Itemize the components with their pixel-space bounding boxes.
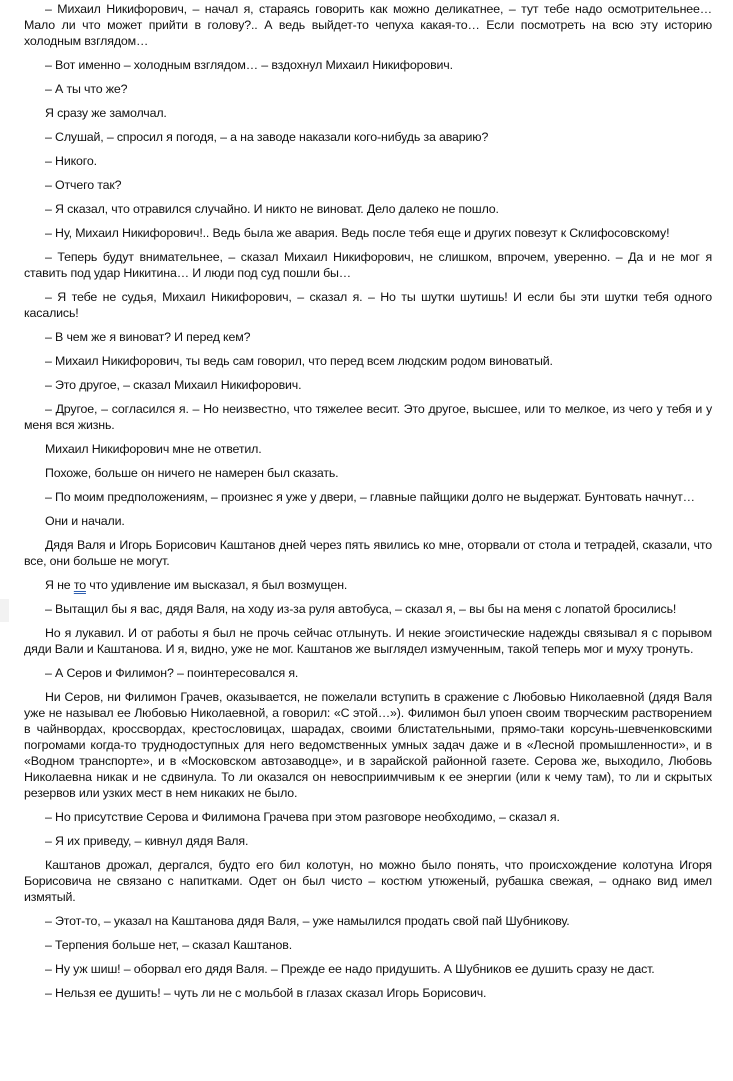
margin-marker bbox=[0, 599, 9, 622]
paragraph: – Слушай, – спросил я погодя, – а на заводе наказали кого-нибудь за аварию? bbox=[45, 130, 489, 144]
paragraph: – Отчего так? bbox=[45, 178, 122, 192]
paragraph: – Я сказал, что отравился случайно. И никто не виноват. Дело далеко не пошло. bbox=[45, 202, 499, 216]
text-run: что удивление им высказал, я был возмущен. bbox=[85, 578, 348, 592]
paragraph: – Но присутствие Серова и Филимона Грачева при этом разговоре необходимо, – сказал я. bbox=[45, 810, 560, 824]
paragraph: Они и начали. bbox=[45, 514, 125, 528]
paragraph: – Вот именно – холодным взглядом… – вздохнул Михаил Никифорович. bbox=[45, 58, 453, 72]
grammar-flagged-word[interactable]: то bbox=[73, 578, 86, 592]
paragraph-flagged bbox=[24, 577, 712, 593]
paragraph: – В чем же я виноват? И перед кем? bbox=[45, 330, 251, 344]
paragraph: – Я их приведу, – кивнул дядя Валя. bbox=[45, 834, 249, 848]
paragraph: – Нельзя ее душить! – чуть ли не с мольбой в глазах сказал Игорь Борисович. bbox=[45, 986, 487, 1000]
paragraph: – Терпения больше нет, – сказал Каштанов. bbox=[45, 938, 292, 952]
paragraph: – Другое, – согласился я. – Но неизвестно, что тяжелее весит. Это другое, высшее, или то мелкое, из чего у тебя и у меня вся жизнь. bbox=[24, 402, 712, 432]
paragraph: – Этот-то, – указал на Каштанова дядя Валя, – уже намылился продать свой пай Шубникову. bbox=[45, 914, 570, 928]
paragraph: – А ты что же? bbox=[45, 82, 128, 96]
text-run: Я не bbox=[45, 578, 74, 592]
paragraph: – Ну уж шиш! – оборвал его дядя Валя. – Прежде ее надо придушить. А Шубников ее душить сразу не даст. bbox=[45, 962, 655, 976]
paragraph: – Михаил Никифорович, – начал я, стараясь говорить как можно деликатнее, – тут тебе надо осмотрительнее… Мало ли что может прийти в голову?.. А ведь выйдет-то чепуха какая-то… Если посмотреть на всю эту историю холодным взглядом… bbox=[24, 2, 712, 48]
paragraph: Каштанов дрожал, дергался, будто его бил колотун, но можно было понять, что происхождение колотуна Игоря Борисовича не связано с напитками. Одет он был чисто – костюм утюженый, рубашка свежая, – однако вид имел измятый. bbox=[24, 858, 712, 904]
paragraph: Дядя Валя и Игорь Борисович Каштанов дней через пять явились ко мне, оторвали от стола и тетрадей, сказали, что все, они больше не могут. bbox=[24, 538, 712, 568]
paragraph: Я сразу же замолчал. bbox=[45, 106, 167, 120]
paragraph: – А Серов и Филимон? – поинтересовался я. bbox=[45, 666, 299, 680]
paragraph: – Теперь будут внимательнее, – сказал Михаил Никифорович, не слишком, впрочем, уверенно. – Да и не мог я ставить под удар Никитина… И люди под суд пошли бы… bbox=[24, 250, 712, 280]
paragraph: – Михаил Никифорович, ты ведь сам говорил, что перед всем людским родом виноватый. bbox=[45, 354, 553, 368]
paragraph: – Никого. bbox=[45, 154, 97, 168]
paragraph: Ни Серов, ни Филимон Грачев, оказывается, не пожелали вступить в сражение с Любовью Николаевной (дядя Валя уже не называл ее Любовью Николаевной, а говорил: «С этой…»). Филимон был упоен своим творческим растворением в чайнвордах, кроссвордах, крестословицах, шарадах, своими блистательными, прямо-таки корсунь-шевченковскими погромами когда-то труднодоступных для него ведомственных умных задач даже и в «Лесной промышленности», и в «Водном транспорте», и в «Московском автозаводце», и в зарайской районной газете. Серова же, выходило, Любовь Николаевна никак и не сдвинула. То ли оказался он невосприимчивым к ее энергии (или к чему там), то ли и скрытых резервов или узких мест в нем никаких не было. bbox=[24, 690, 712, 800]
paragraph: – Вытащил бы я вас, дядя Валя, на ходу из-за руля автобуса, – сказал я, – вы бы на меня с лопатой бросились! bbox=[45, 602, 677, 616]
paragraph: – Это другое, – сказал Михаил Никифорович. bbox=[45, 378, 302, 392]
paragraph: Похоже, больше он ничего не намерен был сказать. bbox=[45, 466, 339, 480]
document-page[interactable] bbox=[24, 0, 712, 1009]
paragraph: – Ну, Михаил Никифорович!.. Ведь была же авария. Ведь после тебя еще и других повезут к Склифосовскому! bbox=[45, 226, 670, 240]
paragraph: – Я тебе не судья, Михаил Никифорович, – сказал я. – Но ты шутки шутишь! И если бы эти шутки тебя одного касались! bbox=[24, 290, 712, 320]
paragraph: Михаил Никифорович мне не ответил. bbox=[45, 442, 262, 456]
paragraph: Но я лукавил. И от работы я был не прочь сейчас отлынуть. И некие эгоистические надежды связывал я с порывом дяди Вали и Каштанова. И я, видно, уже не мог. Каштанов же выглядел измученным, такой теперь мог и муху тронуть. bbox=[24, 626, 712, 656]
paragraph: – По моим предположениям, – произнес я уже у двери, – главные пайщики долго не выдержат. Бунтовать начнут… bbox=[45, 490, 695, 504]
